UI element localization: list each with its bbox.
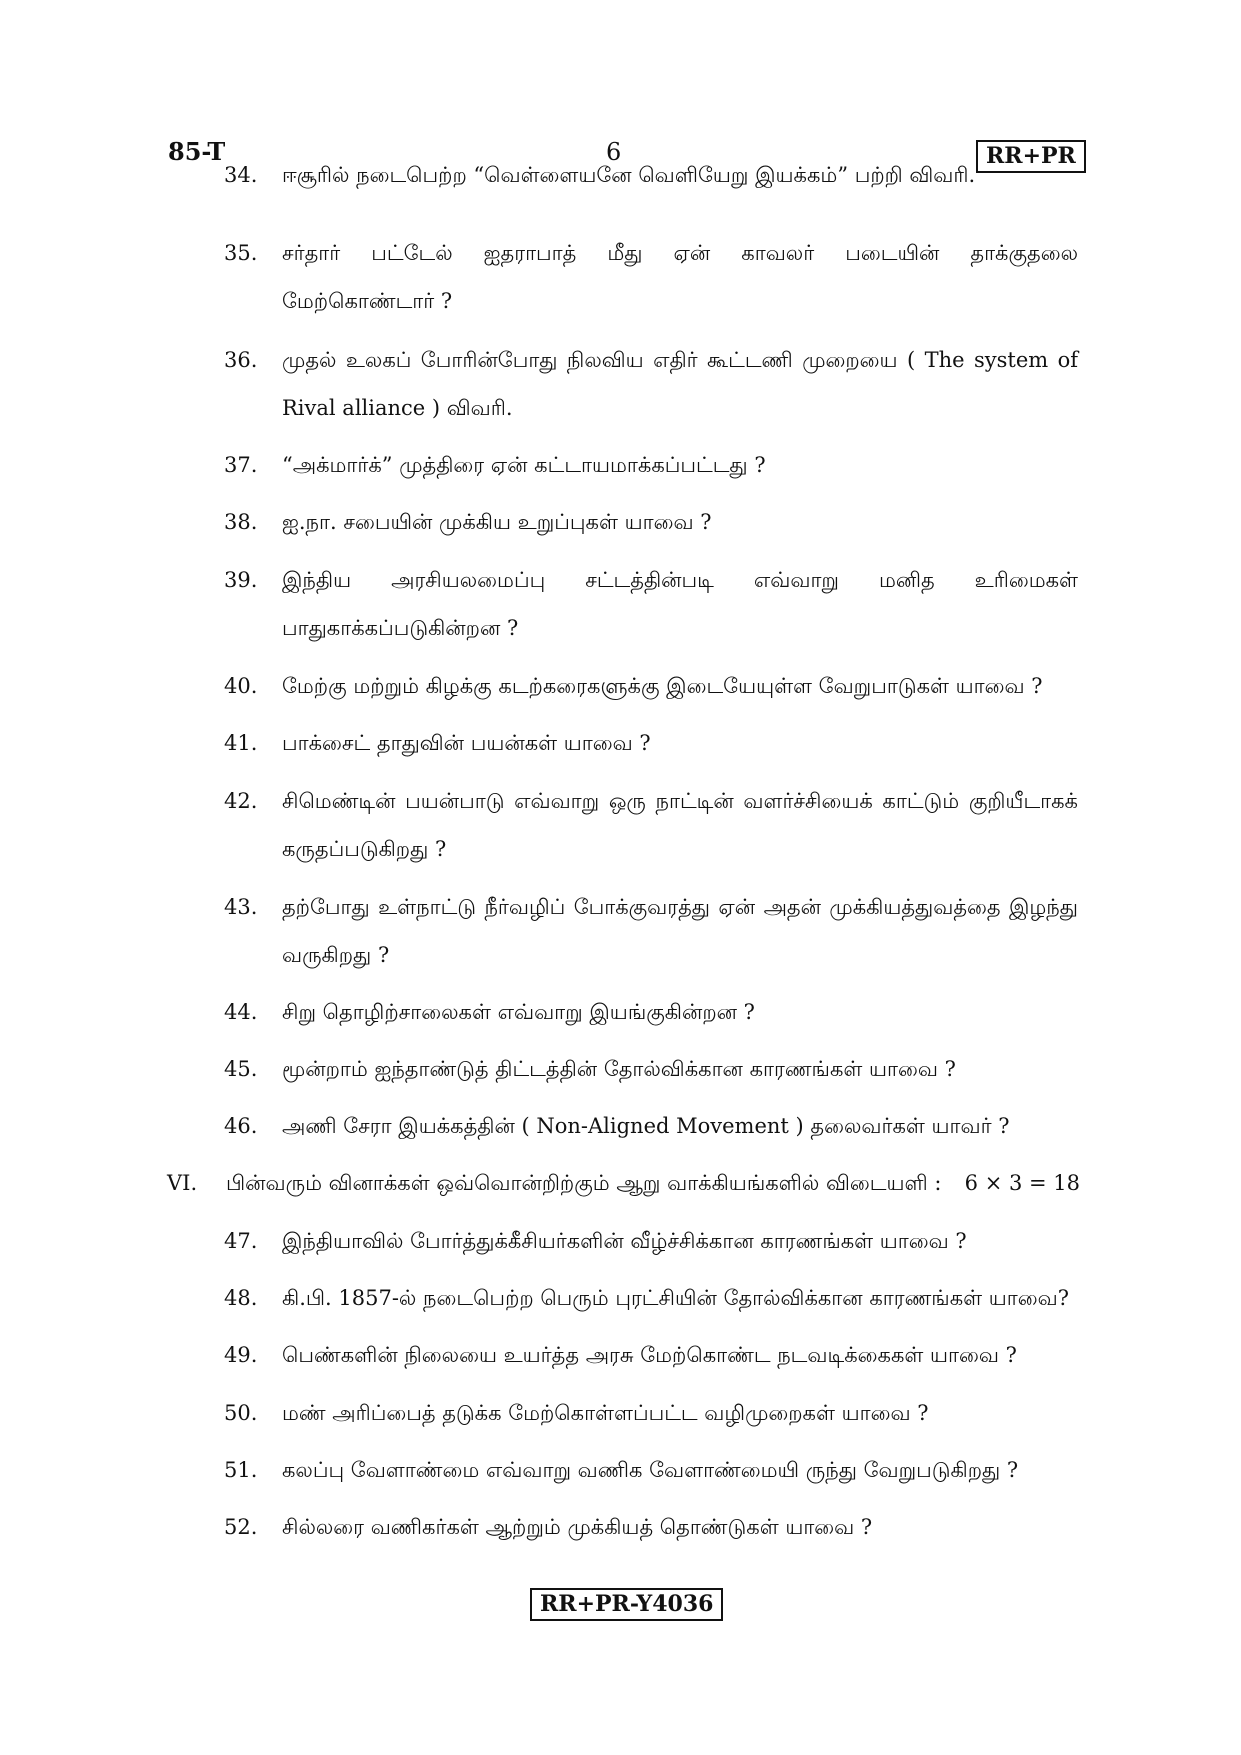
paper-code: 85-T xyxy=(168,137,226,166)
question-text: “அக்மார்க்” முத்திரை ஏன் கட்டாயமாக்கப்பட்டது ? xyxy=(282,453,766,477)
question-text: சில்லரை வணிகர்கள் ஆற்றும் முக்கியத் தொண்டுகள் யாவை ? xyxy=(282,1515,873,1539)
question-number: 40. xyxy=(224,674,258,698)
question-text: ஐ.நா. சபையின் முக்கிய உறுப்புகள் யாவை ? xyxy=(282,510,712,534)
question-text: மேற்கு மற்றும் கிழக்கு கடற்கரைகளுக்கு இடையேயுள்ள வேறுபாடுகள் யாவை ? xyxy=(282,674,1043,698)
question-text: ஈசூரில் நடைபெற்ற “வெள்ளையனே வெளியேறு இயக்கம்” பற்றி விவரி. xyxy=(282,163,976,187)
question-number: 47. xyxy=(224,1229,258,1253)
question-number: 38. xyxy=(224,510,258,534)
question-number: 49. xyxy=(224,1343,258,1367)
question-number: 44. xyxy=(224,1000,258,1024)
question-text: இந்தியாவில் போர்த்துக்கீசியர்களின் வீழ்ச்சிக்கான காரணங்கள் யாவை ? xyxy=(282,1229,967,1253)
question-number: 36. xyxy=(224,348,258,372)
question-text: கலப்பு வேளாண்மை எவ்வாறு வணிக வேளாண்மையி ருந்து வேறுபடுகிறது ? xyxy=(282,1458,1019,1482)
question-number: 41. xyxy=(224,731,258,755)
question-number: 52. xyxy=(224,1515,258,1539)
question-text-line1: இந்திய அரசியலமைப்பு சட்டத்தின்படி எவ்வாறு மனித உரிமைகள் xyxy=(282,568,1078,592)
question-text-line2: Rival alliance ) விவரி. xyxy=(282,396,513,420)
section-instruction: பின்வரும் வினாக்கள் ஒவ்வொன்றிற்கும் ஆறு வாக்கியங்களில் விடையளி : xyxy=(226,1171,942,1195)
question-text-line1: சிமெண்டின் பயன்பாடு எவ்வாறு ஒரு நாட்டின் வளர்ச்சியைக் காட்டும் குறியீடாகக் xyxy=(282,789,1078,813)
question-number: 48. xyxy=(224,1286,258,1310)
question-number: 51. xyxy=(224,1458,258,1482)
question-text: மூன்றாம் ஐந்தாண்டுத் திட்டத்தின் தோல்விக்கான காரணங்கள் யாவை ? xyxy=(282,1057,956,1081)
question-text-line1: முதல் உலகப் போரின்போது நிலவிய எதிர் கூட்டணி முறையை ( The system of xyxy=(282,348,1078,372)
question-text: பாக்சைட் தாதுவின் பயன்கள் யாவை ? xyxy=(282,731,651,755)
section-number: VI. xyxy=(167,1171,198,1195)
question-text: மண் அரிப்பைத் தடுக்க மேற்கொள்ளப்பட்ட வழிமுறைகள் யாவை ? xyxy=(282,1401,929,1425)
question-number: 42. xyxy=(224,789,258,813)
question-text-line1: தற்போது உள்நாட்டு நீர்வழிப் போக்குவரத்து ஏன் அதன் முக்கியத்துவத்தை இழந்து xyxy=(282,895,1078,919)
question-number: 35. xyxy=(224,241,258,265)
question-text-line2: வருகிறது ? xyxy=(282,943,390,967)
question-number: 45. xyxy=(224,1057,258,1081)
question-text: அணி சேரா இயக்கத்தின் ( Non-Aligned Movement ) தலைவர்கள் யாவர் ? xyxy=(282,1114,1010,1138)
question-text: கி.பி. 1857-ல் நடைபெற்ற பெரும் புரட்சியின் தோல்விக்கான காரணங்கள் யாவை? xyxy=(282,1286,1069,1310)
question-number: 43. xyxy=(224,895,258,919)
page-number: 6 xyxy=(606,138,622,166)
question-text-line2: பாதுகாக்கப்படுகின்றன ? xyxy=(282,616,519,640)
section-marks: 6 × 3 = 18 xyxy=(964,1171,1080,1195)
series-box: RR+PR xyxy=(976,140,1086,173)
question-number: 34. xyxy=(224,163,258,187)
question-number: 46. xyxy=(224,1114,258,1138)
question-text-line2: கருதப்படுகிறது ? xyxy=(282,837,447,861)
question-text: சிறு தொழிற்சாலைகள் எவ்வாறு இயங்குகின்றன ? xyxy=(282,1000,755,1024)
question-number: 37. xyxy=(224,453,258,477)
question-text: பெண்களின் நிலையை உயர்த்த அரசு மேற்கொண்ட நடவடிக்கைகள் யாவை ? xyxy=(282,1343,1017,1367)
question-number: 50. xyxy=(224,1401,258,1425)
footer-code-box: RR+PR-Y4036 xyxy=(530,1588,723,1621)
question-number: 39. xyxy=(224,568,258,592)
question-text-line1: சர்தார் பட்டேல் ஐதராபாத் மீது ஏன் காவலர் படையின் தாக்குதலை xyxy=(282,241,1078,265)
question-text-line2: மேற்கொண்டார் ? xyxy=(282,289,453,313)
